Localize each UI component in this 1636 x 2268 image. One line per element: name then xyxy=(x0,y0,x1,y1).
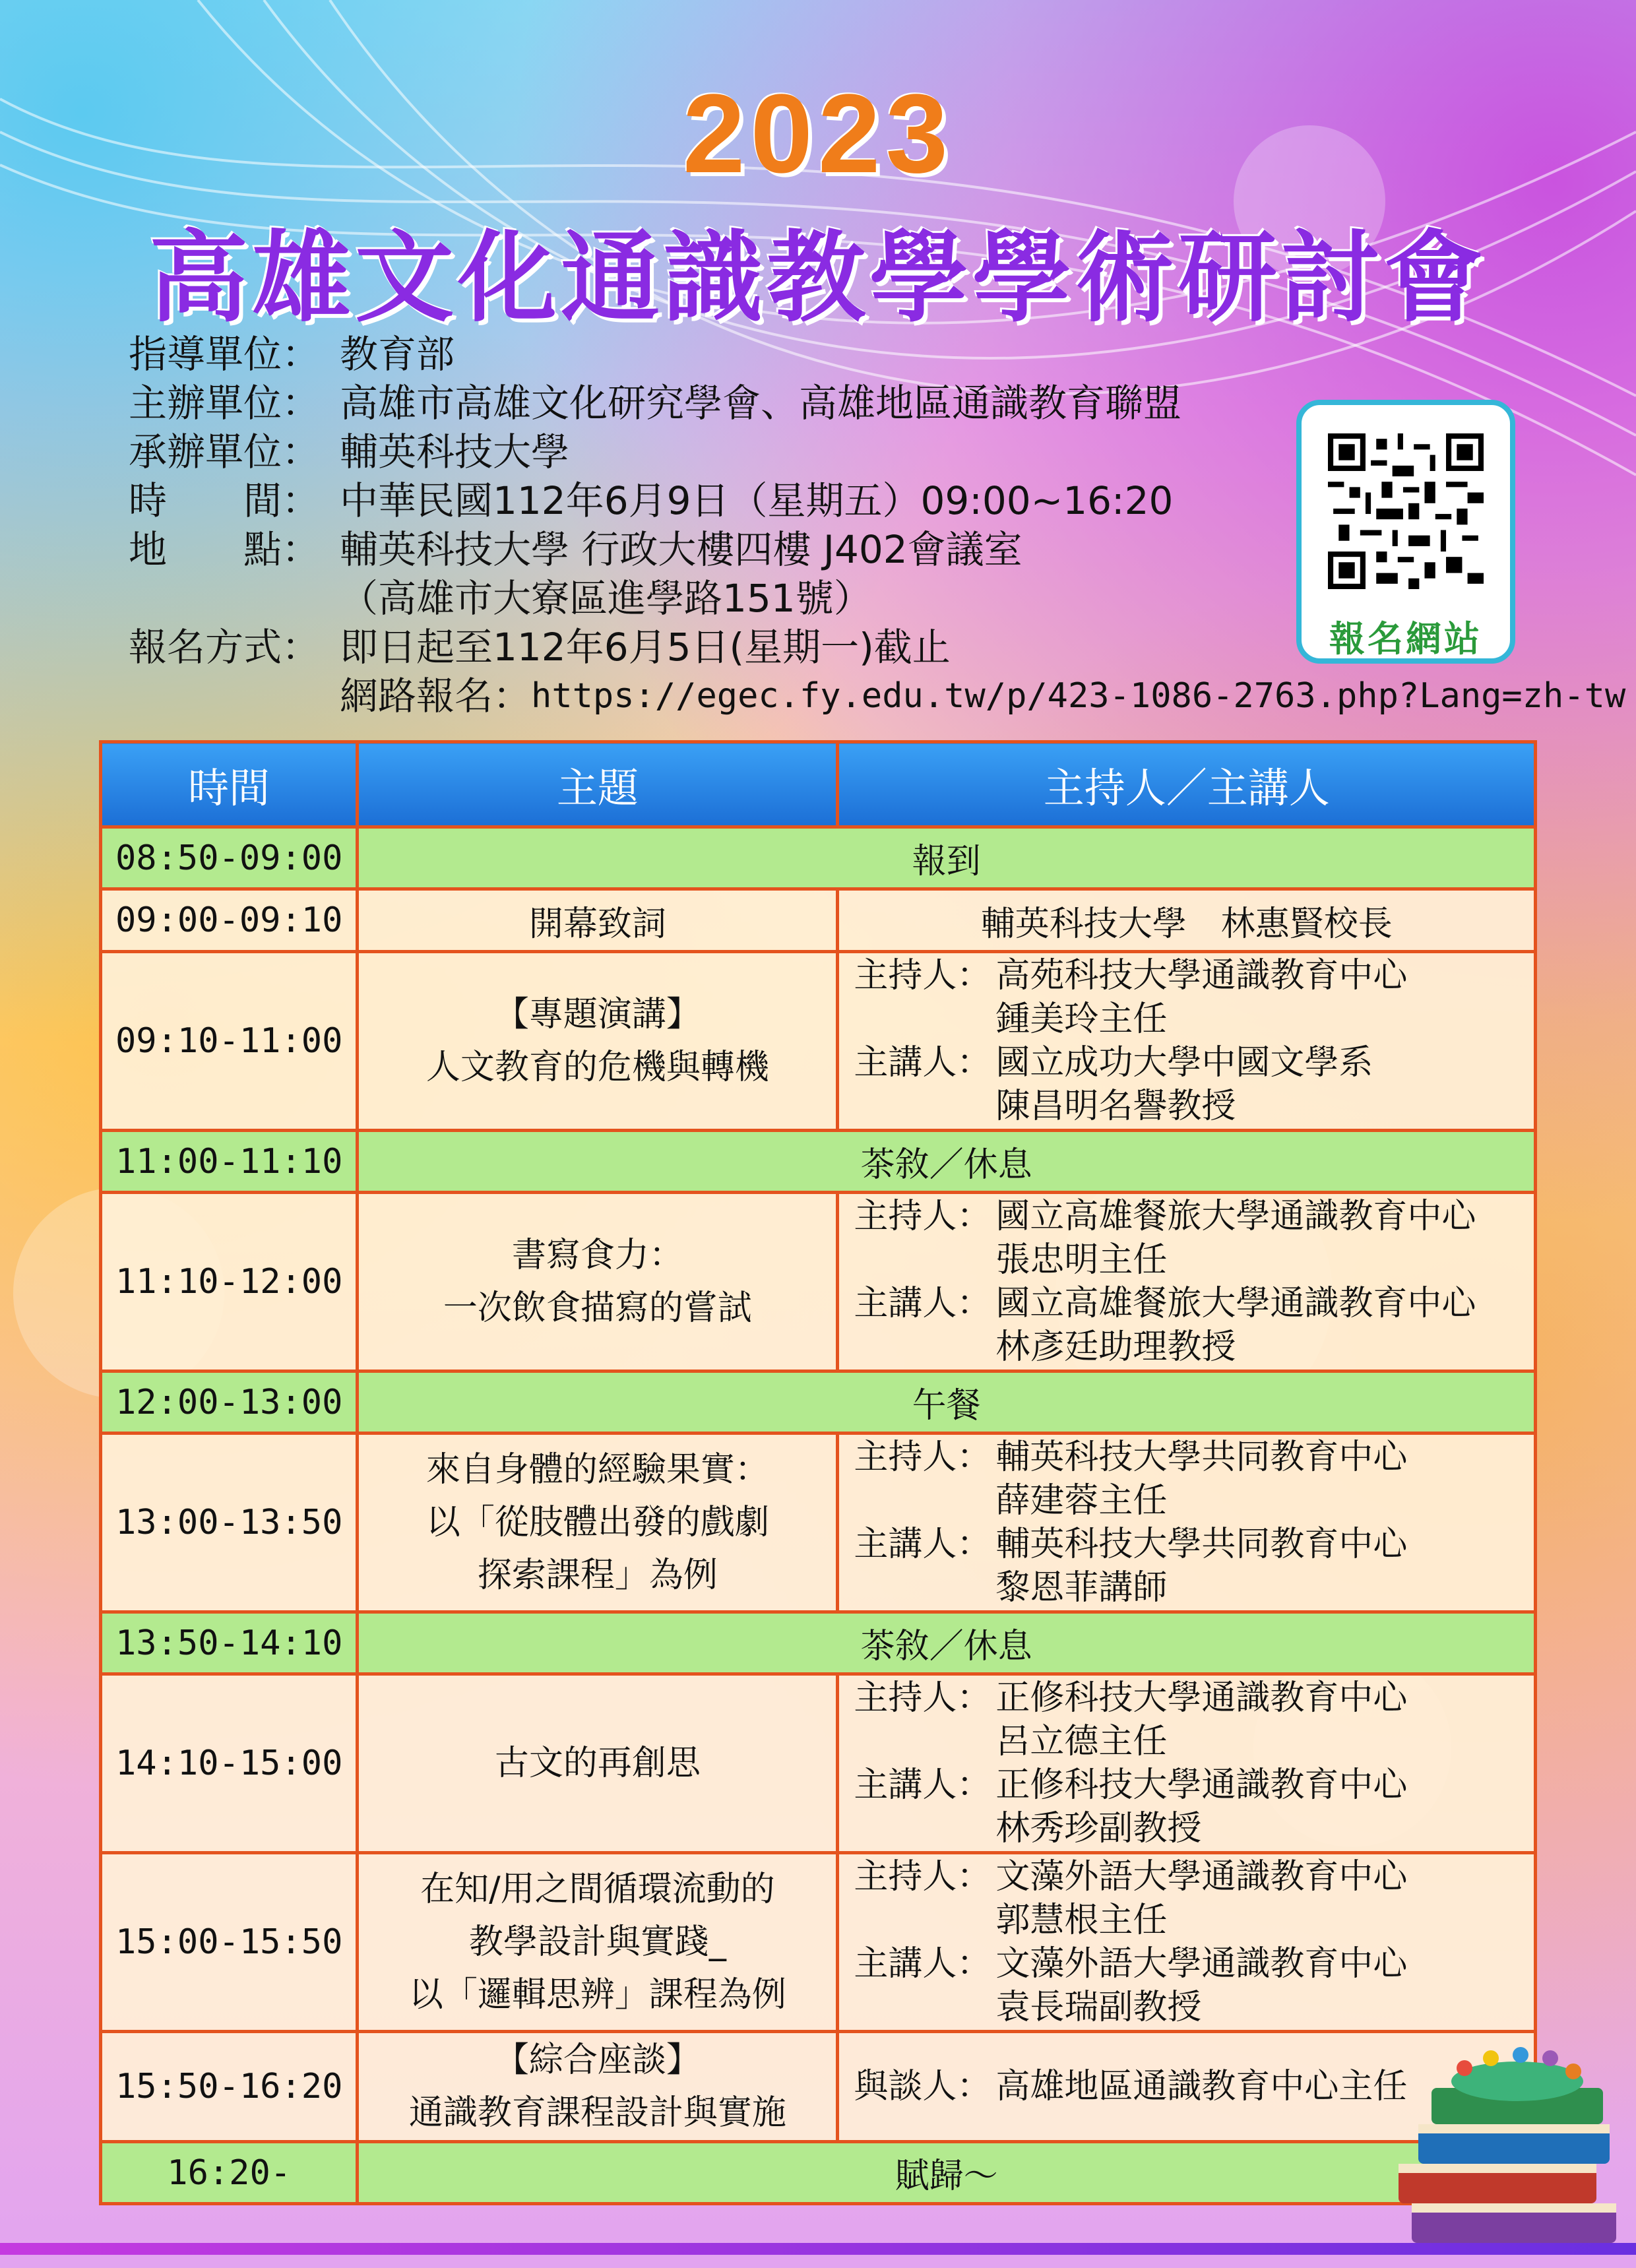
info-label: 報名方式： xyxy=(129,625,321,670)
topic-line: 一次飲食描寫的嘗試 xyxy=(443,1288,752,1328)
speaker-line: 張忠明主任 xyxy=(995,1240,1168,1280)
qr-label: 報名網站 xyxy=(1329,618,1482,660)
registration-qr-box[interactable] xyxy=(1296,400,1515,664)
topic-line: 開幕致詞 xyxy=(528,904,666,944)
speaker-line: 高雄地區通識教育中心主任 xyxy=(995,2067,1408,2106)
speaker-line: 正修科技大學通識教育中心 xyxy=(995,1678,1408,1718)
speaker-line: 林彥廷助理教授 xyxy=(995,1327,1236,1367)
speaker-role: 主持人： xyxy=(854,1197,991,1236)
table-row xyxy=(101,1131,1536,1193)
speaker-role: 主講人： xyxy=(854,1525,991,1564)
speaker-role: 主講人： xyxy=(854,1284,991,1323)
event-title: 高雄文化通識教學學術研討會 xyxy=(148,221,1487,336)
time-cell: 14:10-15:00 xyxy=(101,1674,358,1853)
time-cell: 16:20- xyxy=(101,2142,358,2204)
event-year: 2023 xyxy=(682,71,954,197)
speaker-cell xyxy=(838,1853,1536,2032)
time-cell: 08:50-09:00 xyxy=(101,827,358,889)
topic-line: 以「從肢體出發的戲劇 xyxy=(425,1503,769,1542)
span-cell: 賦歸～ xyxy=(358,2142,1536,2204)
bottom-stripe xyxy=(0,2243,1636,2255)
online-registration-label: 網路報名： xyxy=(340,674,532,718)
qr-code-icon xyxy=(1328,425,1484,598)
table-header-row xyxy=(101,742,1536,827)
info-label: 承辦單位： xyxy=(129,429,321,474)
info-value: 教育部 xyxy=(340,332,455,377)
speaker-line: 文藻外語大學通識教育中心 xyxy=(995,1857,1408,1897)
topic-line: 【專題演講】 xyxy=(494,995,701,1034)
table-row xyxy=(101,2142,1536,2204)
header-time: 時間 xyxy=(101,742,358,827)
table-row xyxy=(101,1193,1536,1371)
speaker-line: 袁長瑞副教授 xyxy=(995,1988,1202,2027)
info-value: 輔英科技大學 xyxy=(340,429,570,474)
speaker-line: 國立成功大學中國文學系 xyxy=(995,1043,1373,1083)
speaker-cell xyxy=(838,889,1536,952)
speaker-line: 輔英科技大學 林惠賢校長 xyxy=(980,904,1393,944)
info-label: 時 間： xyxy=(129,478,321,523)
info-value: （高雄市大寮區進學路151號） xyxy=(340,576,872,621)
span-cell: 茶敘／休息 xyxy=(358,1612,1536,1674)
speaker-line: 輔英科技大學共同教育中心 xyxy=(995,1437,1408,1477)
info-label: 主辦單位： xyxy=(129,381,321,425)
speaker-cell xyxy=(838,1193,1536,1371)
info-row-online-registration xyxy=(129,672,1625,720)
table-row xyxy=(101,827,1536,889)
speaker-line: 國立高雄餐旅大學通識教育中心 xyxy=(995,1284,1476,1323)
time-cell: 15:50-16:20 xyxy=(101,2032,358,2142)
table-row xyxy=(101,1433,1536,1612)
topic-cell xyxy=(358,952,838,1131)
topic-cell xyxy=(358,1433,838,1612)
speaker-role: 與談人： xyxy=(854,2067,991,2106)
topic-cell xyxy=(358,1853,838,2032)
topic-cell xyxy=(358,889,838,952)
speaker-line: 鍾美玲主任 xyxy=(995,999,1168,1039)
time-cell: 11:00-11:10 xyxy=(101,1131,358,1193)
speaker-role: 主持人： xyxy=(854,1857,991,1897)
topic-cell xyxy=(358,1674,838,1853)
table-row xyxy=(101,1853,1536,2032)
speaker-line: 高苑科技大學通識教育中心 xyxy=(995,956,1408,995)
speaker-cell xyxy=(838,1433,1536,1612)
header-speaker: 主持人／主講人 xyxy=(838,742,1536,827)
speaker-line: 呂立德主任 xyxy=(995,1722,1168,1761)
time-cell: 13:50-14:10 xyxy=(101,1612,358,1674)
books-illustration xyxy=(1392,2038,1623,2250)
speaker-role: 主持人： xyxy=(854,1437,991,1477)
speaker-role xyxy=(854,1566,995,1610)
table-row xyxy=(101,1371,1536,1433)
speaker-line: 薛建蓉主任 xyxy=(995,1481,1168,1521)
info-row-supervisor xyxy=(129,330,1625,379)
topic-line: 通識教育課程設計與實施 xyxy=(408,2093,786,2133)
speaker-role: 主持人： xyxy=(854,956,991,995)
registration-link[interactable]: https://egec.fy.edu.tw/p/423-1086-2763.php?Lang=zh-tw xyxy=(531,676,1626,716)
speaker-role xyxy=(854,1238,995,1282)
span-cell: 午餐 xyxy=(358,1371,1536,1433)
speaker-line: 林秀珍副教授 xyxy=(995,1809,1202,1848)
speaker-role xyxy=(854,1085,995,1128)
schedule-table xyxy=(99,740,1537,2205)
speaker-line: 正修科技大學通識教育中心 xyxy=(995,1765,1408,1805)
info-value: 高雄市高雄文化研究學會、高雄地區通識教育聯盟 xyxy=(340,381,1182,425)
speaker-role xyxy=(854,1899,995,1942)
time-cell: 13:00-13:50 xyxy=(101,1433,358,1612)
table-row xyxy=(101,1612,1536,1674)
topic-cell xyxy=(358,2032,838,2142)
info-value: 即日起至112年6月5日(星期一)截止 xyxy=(340,625,951,670)
speaker-line: 國立高雄餐旅大學通識教育中心 xyxy=(995,1197,1476,1236)
info-value: 中華民國112年6月9日（星期五）09:00~16:20 xyxy=(340,478,1174,523)
table-row xyxy=(101,952,1536,1131)
topic-line: 書寫食力： xyxy=(511,1236,683,1275)
speaker-role xyxy=(854,1807,995,1850)
topic-line: 古文的再創思 xyxy=(494,1744,701,1783)
speaker-role: 主講人： xyxy=(854,1043,991,1083)
speaker-line: 輔英科技大學共同教育中心 xyxy=(995,1525,1408,1564)
topic-cell xyxy=(358,1193,838,1371)
speaker-cell xyxy=(838,1674,1536,1853)
speaker-role xyxy=(854,1479,995,1523)
table-row xyxy=(101,2032,1536,2142)
time-cell: 09:00-09:10 xyxy=(101,889,358,952)
info-label: 指導單位： xyxy=(129,332,321,377)
speaker-line: 郭慧根主任 xyxy=(995,1901,1168,1940)
time-cell: 12:00-13:00 xyxy=(101,1371,358,1433)
header-topic: 主題 xyxy=(358,742,838,827)
speaker-role xyxy=(854,1986,995,2029)
speaker-role xyxy=(854,1325,995,1369)
speaker-line: 黎恩菲講師 xyxy=(995,1568,1168,1608)
time-cell: 15:00-15:50 xyxy=(101,1853,358,2032)
speaker-role xyxy=(854,997,995,1041)
speaker-role xyxy=(854,1720,995,1763)
topic-line: 來自身體的經驗果實： xyxy=(425,1450,769,1490)
speaker-line: 文藻外語大學通識教育中心 xyxy=(995,1944,1408,1984)
topic-line: 以「邏輯思辨」課程為例 xyxy=(408,1975,786,2015)
topic-line: 人文教育的危機與轉機 xyxy=(425,1048,769,1087)
time-cell: 09:10-11:00 xyxy=(101,952,358,1131)
speaker-cell xyxy=(838,952,1536,1131)
topic-line: 在知/用之間循環流動的 xyxy=(420,1870,775,1909)
info-value: 輔英科技大學 行政大樓四樓 J402會議室 xyxy=(340,527,1022,572)
table-row xyxy=(101,1674,1536,1853)
info-label: 地 點： xyxy=(129,527,321,572)
time-cell: 11:10-12:00 xyxy=(101,1193,358,1371)
topic-line: 教學設計與實踐_ xyxy=(468,1922,726,1962)
speaker-role: 主講人： xyxy=(854,1765,991,1805)
speaker-role: 主持人： xyxy=(854,1678,991,1718)
topic-line: 【綜合座談】 xyxy=(494,2040,701,2080)
speaker-line: 陳昌明名譽教授 xyxy=(995,1087,1236,1126)
speaker-role: 主講人： xyxy=(854,1944,991,1984)
table-row xyxy=(101,889,1536,952)
span-cell: 報到 xyxy=(358,827,1536,889)
topic-line: 探索課程」為例 xyxy=(477,1556,718,1595)
span-cell: 茶敘／休息 xyxy=(358,1131,1536,1193)
info-label xyxy=(129,574,340,623)
